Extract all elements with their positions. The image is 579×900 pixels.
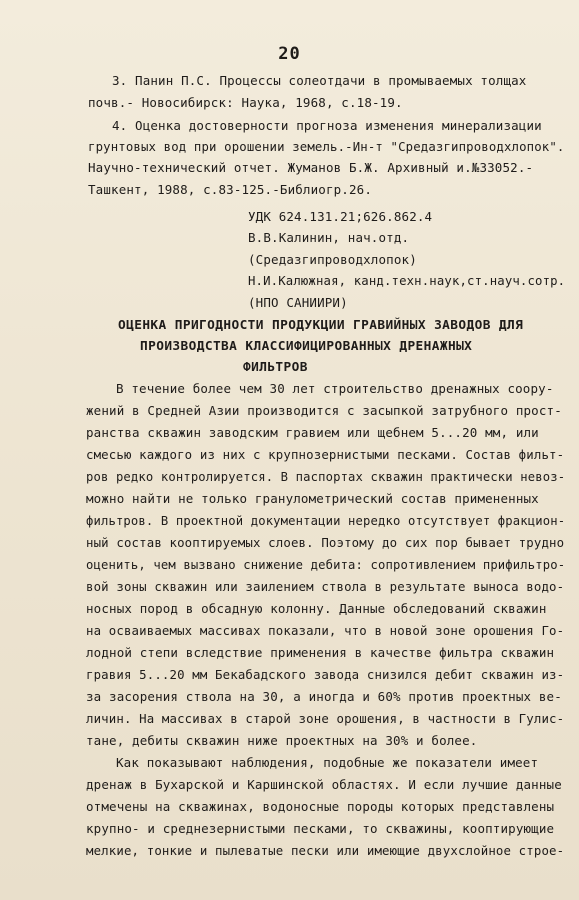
body-line: Как показывают наблюдения, подобные же показатели имеет — [116, 755, 539, 770]
reference-line: почв.- Новосибирск: Наука, 1968, с.18-19. — [88, 95, 403, 110]
body-line: крупно- и среднезернистыми песками, то скважины, кооптирующие — [86, 821, 555, 836]
body-line: жений в Средней Азии производится с засыпкой затрубного прост- — [86, 403, 562, 418]
body-line: смесью каждого из них с крупнозернистыми песками. Состав фильт- — [86, 448, 565, 462]
article-title-line: ФИЛЬТРОВ — [243, 360, 308, 375]
body-line: отмечены на скважинах, водоносные породы которых представлены — [86, 799, 555, 814]
body-line: за засорения ствола на 30, а иногда и 60% против проектных ве- — [86, 689, 562, 704]
body-line: носных пород в обсадную колонну. Данные обследований скважин — [86, 601, 547, 616]
reference-line: Научно-технический отчет. Жуманов Б.Ж. Архивный и.№33052.- — [88, 160, 534, 175]
body-line: гравия 5...20 мм Бекабадского завода снизился дебит скважин из- — [86, 668, 565, 682]
body-line: на осваиваемых массивах показали, что в новой зоне орошения Го- — [86, 624, 565, 638]
reference-line: 3. Панин П.С. Процессы солеотдачи в промываемых толщах — [112, 73, 527, 88]
body-line: В течение более чем 30 лет строительство дренажных соору- — [116, 381, 554, 396]
body-line: ранства скважин заводским гравием или щебнем 5...20 мм, или — [86, 425, 539, 440]
body-line: мелкие, тонкие и пылеватые пески или имеющие двухслойное строе- — [86, 844, 565, 858]
body-line: дренаж в Бухарской и Каршинской областях. И если лучшие данные — [86, 777, 562, 792]
reference-line: грунтовых вод при орошении земель.-Ин-т "Средазгипроводхлопок". — [88, 140, 565, 154]
reference-line: 4. Оценка достоверности прогноза изменения минерализации — [112, 118, 542, 133]
reference-line: Ташкент, 1988, с.83-125.-Библиогр.26. — [88, 182, 372, 197]
article-title-line: ПРОИЗВОДСТВА КЛАССИФИЦИРОВАННЫХ ДРЕНАЖНЫХ — [140, 339, 473, 354]
body-line: можно найти не только гранулометрический состав примененных — [86, 491, 539, 506]
body-line: ров редко контролируется. В паспортах скважин практически невоз- — [86, 470, 566, 484]
author-line: Н.И.Калюжная, канд.техн.наук,ст.науч.сотр. — [248, 274, 566, 288]
author-line: В.В.Калинин, нач.отд. — [248, 230, 410, 245]
body-line: вой зоны скважин или заилением ствола в результате выноса водо- — [86, 580, 565, 594]
body-line: фильтров. В проектной документации нередко отсутствует фракцион- — [86, 514, 566, 528]
body-line: ный состав кооптируемых слоев. Поэтому до сих пор бывает трудно — [86, 536, 565, 550]
author-line: (НПО САНИИРИ) — [248, 295, 348, 310]
udc-code: УДК 624.131.21;626.862.4 — [248, 209, 433, 224]
author-line: (Средазгипроводхлопок) — [248, 252, 417, 267]
body-line: лодной степи вследствие применения в качестве фильтра скважин — [86, 645, 555, 660]
body-line: оценить, чем вызвано снижение дебита: сопротивлением прифильтро- — [86, 558, 566, 572]
body-line: личин. На массивах в старой зоне орошения, в частности в Гулис- — [86, 712, 565, 726]
article-title-line: ОЦЕНКА ПРИГОДНОСТИ ПРОДУКЦИИ ГРАВИЙНЫХ ЗАВОДОВ ДЛЯ — [118, 318, 524, 333]
page-number: 20 — [278, 44, 301, 64]
body-line: тане, дебиты скважин ниже проектных на 30% и более. — [86, 733, 478, 748]
